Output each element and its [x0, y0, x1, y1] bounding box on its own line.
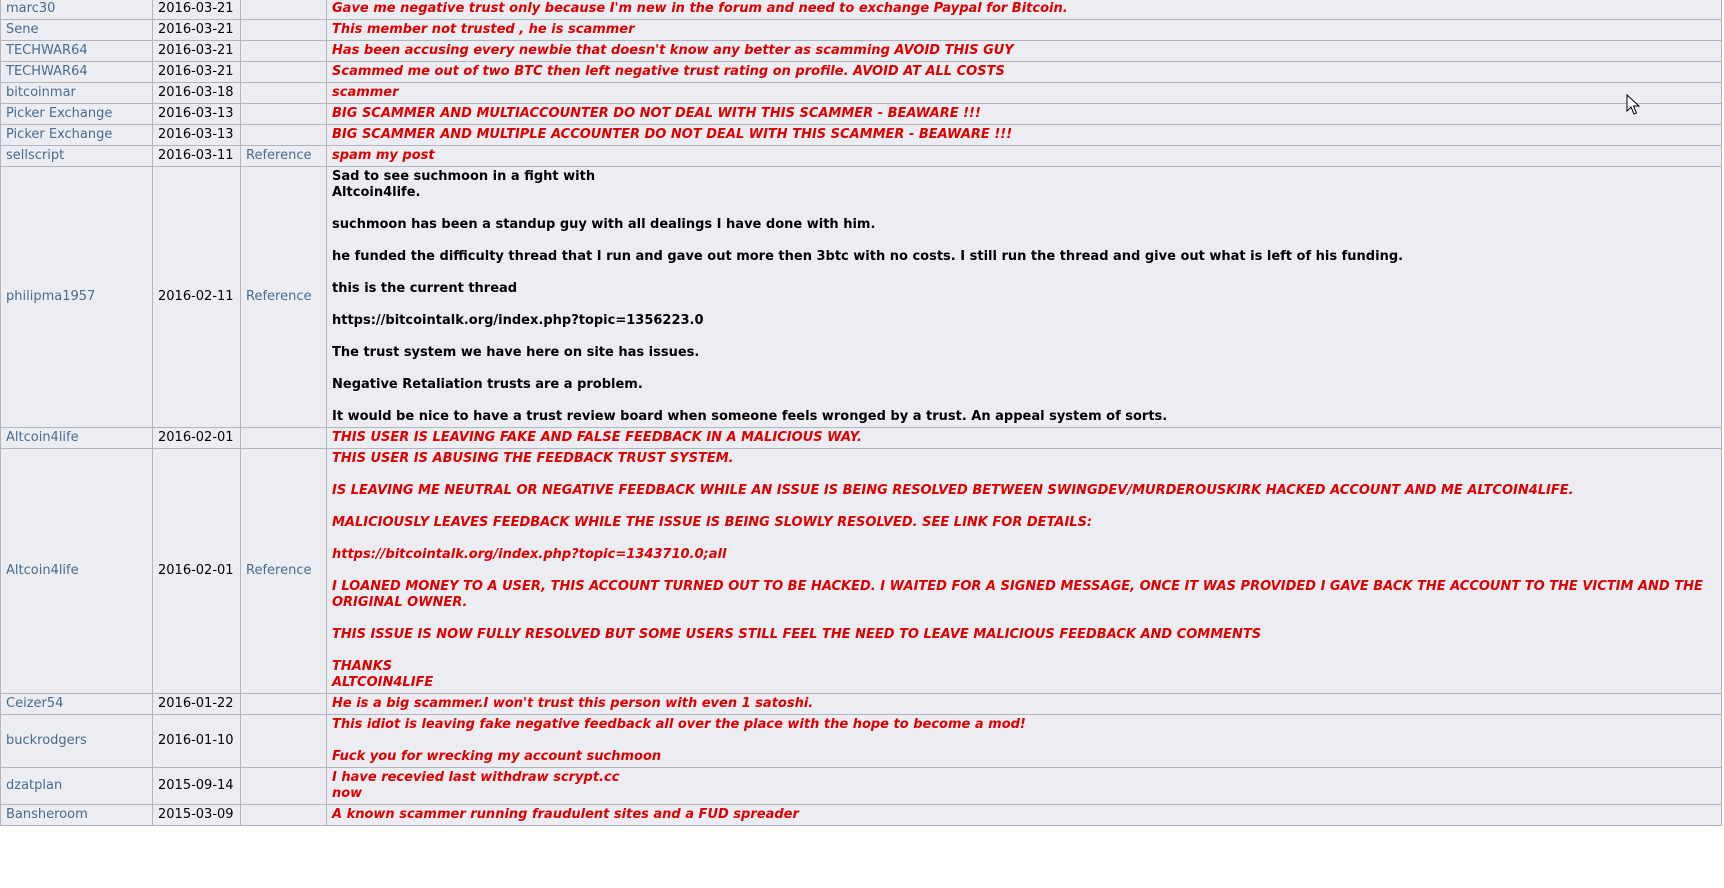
feedback-user-link[interactable]: Bansheroom: [6, 807, 88, 822]
feedback-row: [1, 694, 1722, 715]
feedback-paragraph: The trust system we have here on site has issues.: [332, 345, 700, 360]
feedback-text-cell: [327, 768, 1722, 805]
feedback-text-cell: [327, 0, 1722, 20]
feedback-paragraph: https://bitcointalk.org/index.php?topic=1356223.0: [332, 313, 704, 328]
feedback-text-cell: [327, 146, 1722, 167]
feedback-row: [1, 805, 1722, 826]
feedback-paragraph: BIG SCAMMER AND MULTIACCOUNTER DO NOT DEAL WITH THIS SCAMMER - BEAWARE !!!: [332, 106, 981, 121]
feedback-date: 2016-03-18: [153, 83, 241, 104]
feedback-paragraph: scammer: [332, 85, 399, 100]
feedback-user-link[interactable]: dzatplan: [6, 778, 63, 793]
feedback-paragraph: THIS USER IS LEAVING FAKE AND FALSE FEEDBACK IN A MALICIOUS WAY.: [332, 430, 862, 445]
feedback-user-cell: [1, 83, 153, 104]
feedback-paragraph: Has been accusing every newbie that doesn't know any better as scamming AVOID THIS GUY: [332, 43, 1014, 58]
feedback-date: 2016-03-13: [153, 125, 241, 146]
feedback-user-cell: [1, 715, 153, 768]
feedback-date: 2015-09-14: [153, 768, 241, 805]
feedback-date: 2016-03-11: [153, 146, 241, 167]
feedback-user-cell: [1, 0, 153, 20]
feedback-user-link[interactable]: Altcoin4life: [6, 563, 79, 578]
feedback-row: [1, 104, 1722, 125]
feedback-date: 2016-01-10: [153, 715, 241, 768]
feedback-user-cell: [1, 694, 153, 715]
feedback-row: [1, 125, 1722, 146]
feedback-reference-cell: [241, 805, 327, 826]
feedback-user-link[interactable]: Picker Exchange: [6, 106, 113, 121]
feedback-user-cell: [1, 62, 153, 83]
feedback-user-cell: [1, 449, 153, 694]
feedback-reference-cell: [241, 428, 327, 449]
feedback-date: 2016-03-21: [153, 0, 241, 20]
feedback-user-cell: [1, 125, 153, 146]
feedback-reference-cell: [241, 0, 327, 20]
feedback-user-link[interactable]: sellscript: [6, 148, 65, 163]
feedback-paragraph: MALICIOUSLY LEAVES FEEDBACK WHILE THE ISSUE IS BEING SLOWLY RESOLVED. SEE LINK FOR DETAILS:: [332, 515, 1093, 530]
feedback-user-cell: [1, 428, 153, 449]
feedback-row: [1, 62, 1722, 83]
feedback-user-link[interactable]: philipma1957: [6, 289, 96, 304]
feedback-paragraph: Scammed me out of two BTC then left negative trust rating on profile. AVOID AT ALL COSTS: [332, 64, 1005, 79]
feedback-text-cell: [327, 694, 1722, 715]
feedback-paragraph: he funded the difficulty thread that I run and gave out more then 3btc with no costs. I still run the thread and give out what is left of his funding.: [332, 249, 1404, 264]
feedback-user-link[interactable]: Ceizer54: [6, 696, 64, 711]
feedback-user-cell: [1, 768, 153, 805]
feedback-paragraph: It would be nice to have a trust review board when someone feels wronged by a trust. An appeal system of sorts.: [332, 409, 1168, 424]
feedback-reference-cell: [241, 104, 327, 125]
feedback-date: 2015-03-09: [153, 805, 241, 826]
mouse-cursor-icon: [1626, 94, 1640, 116]
feedback-paragraph: spam my post: [332, 148, 435, 163]
feedback-text-cell: [327, 715, 1722, 768]
feedback-user-link[interactable]: bitcoinmar: [6, 85, 76, 100]
feedback-paragraph: This idiot is leaving fake negative feedback all over the place with the hope to become a mod!: [332, 717, 1026, 732]
reference-link[interactable]: Reference: [246, 289, 312, 304]
feedback-text-cell: [327, 449, 1722, 694]
reference-link[interactable]: Reference: [246, 148, 312, 163]
feedback-paragraph: IS LEAVING ME NEUTRAL OR NEGATIVE FEEDBACK WHILE AN ISSUE IS BEING RESOLVED BETWEEN SWINGDEV/MURDEROUSKIRK HACKED ACCOUNT AND ME ALTCOIN4LIFE.: [332, 483, 1574, 498]
feedback-date: 2016-02-11: [153, 167, 241, 428]
feedback-user-cell: [1, 146, 153, 167]
feedback-text-cell: [327, 41, 1722, 62]
feedback-user-cell: [1, 104, 153, 125]
feedback-paragraph: Negative Retaliation trusts are a problem.: [332, 377, 643, 392]
feedback-reference-cell: [241, 715, 327, 768]
feedback-user-link[interactable]: buckrodgers: [6, 733, 87, 748]
feedback-reference-cell: [241, 449, 327, 694]
feedback-user-link[interactable]: marc30: [6, 1, 56, 16]
feedback-reference-cell: [241, 41, 327, 62]
feedback-paragraph: Fuck you for wrecking my account suchmoon: [332, 749, 662, 764]
feedback-reference-cell: [241, 83, 327, 104]
feedback-date: 2016-02-01: [153, 428, 241, 449]
feedback-text-cell: [327, 125, 1722, 146]
feedback-user-cell: [1, 805, 153, 826]
feedback-text-cell: [327, 20, 1722, 41]
feedback-row: [1, 83, 1722, 104]
feedback-text-cell: [327, 83, 1722, 104]
feedback-text-cell: [327, 167, 1722, 428]
feedback-paragraph: suchmoon has been a standup guy with all dealings I have done with him.: [332, 217, 876, 232]
feedback-user-link[interactable]: TECHWAR64: [6, 64, 88, 79]
feedback-date: 2016-03-13: [153, 104, 241, 125]
feedback-user-link[interactable]: Sene: [6, 22, 39, 37]
feedback-row: [1, 449, 1722, 694]
feedback-paragraph: THIS USER IS ABUSING THE FEEDBACK TRUST SYSTEM.: [332, 451, 734, 466]
feedback-reference-cell: [241, 167, 327, 428]
feedback-paragraph: THANKS ALTCOIN4LIFE: [332, 659, 434, 690]
feedback-text-cell: [327, 428, 1722, 449]
feedback-paragraph: This member not trusted , he is scammer: [332, 22, 635, 37]
feedback-user-link[interactable]: TECHWAR64: [6, 43, 88, 58]
feedback-date: 2016-01-22: [153, 694, 241, 715]
feedback-paragraph: BIG SCAMMER AND MULTIPLE ACCOUNTER DO NOT DEAL WITH THIS SCAMMER - BEAWARE !!!: [332, 127, 1013, 142]
trust-feedback-rows: [1, 0, 1722, 826]
feedback-user-cell: [1, 167, 153, 428]
feedback-reference-cell: [241, 62, 327, 83]
feedback-paragraph: Sad to see suchmoon in a fight with Altcoin4life.: [332, 169, 596, 200]
feedback-date: 2016-03-21: [153, 62, 241, 83]
feedback-reference-cell: [241, 125, 327, 146]
feedback-paragraph: He is a big scammer.I won't trust this person with even 1 satoshi.: [332, 696, 814, 711]
feedback-reference-cell: [241, 146, 327, 167]
feedback-row: [1, 0, 1722, 20]
feedback-row: [1, 20, 1722, 41]
feedback-row: [1, 428, 1722, 449]
feedback-paragraph: THIS ISSUE IS NOW FULLY RESOLVED BUT SOME USERS STILL FEEL THE NEED TO LEAVE MALICIOUS FEEDBACK AND COMMENTS: [332, 627, 1262, 642]
feedback-row: [1, 715, 1722, 768]
feedback-paragraph: https://bitcointalk.org/index.php?topic=1343710.0;all: [332, 547, 727, 562]
feedback-date: 2016-03-21: [153, 41, 241, 62]
feedback-user-cell: [1, 41, 153, 62]
feedback-reference-cell: [241, 768, 327, 805]
feedback-text-cell: [327, 104, 1722, 125]
feedback-paragraph: Gave me negative trust only because I'm new in the forum and need to exchange Paypal for Bitcoin.: [332, 1, 1068, 16]
feedback-user-link[interactable]: Altcoin4life: [6, 430, 79, 445]
feedback-row: [1, 146, 1722, 167]
feedback-reference-cell: [241, 694, 327, 715]
reference-link[interactable]: Reference: [246, 563, 312, 578]
feedback-row: [1, 41, 1722, 62]
feedback-text-cell: [327, 62, 1722, 83]
feedback-paragraph: I LOANED MONEY TO A USER, THIS ACCOUNT TURNED OUT TO BE HACKED. I WAITED FOR A SIGNED MESSAGE, ONCE IT WAS PROVIDED I GAVE BACK THE ACCOUNT TO THE VICTIM AND THE ORIGINAL OWNER.: [332, 579, 1703, 610]
feedback-row: [1, 768, 1722, 805]
feedback-user-cell: [1, 20, 153, 41]
feedback-paragraph: this is the current thread: [332, 281, 518, 296]
feedback-reference-cell: [241, 20, 327, 41]
feedback-date: 2016-03-21: [153, 20, 241, 41]
feedback-row: [1, 167, 1722, 428]
feedback-user-link[interactable]: Picker Exchange: [6, 127, 113, 142]
feedback-text-cell: [327, 805, 1722, 826]
feedback-paragraph: I have recevied last withdraw scrypt.cc now: [332, 770, 620, 801]
feedback-paragraph: A known scammer running fraudulent sites and a FUD spreader: [332, 807, 799, 822]
feedback-date: 2016-02-01: [153, 449, 241, 694]
